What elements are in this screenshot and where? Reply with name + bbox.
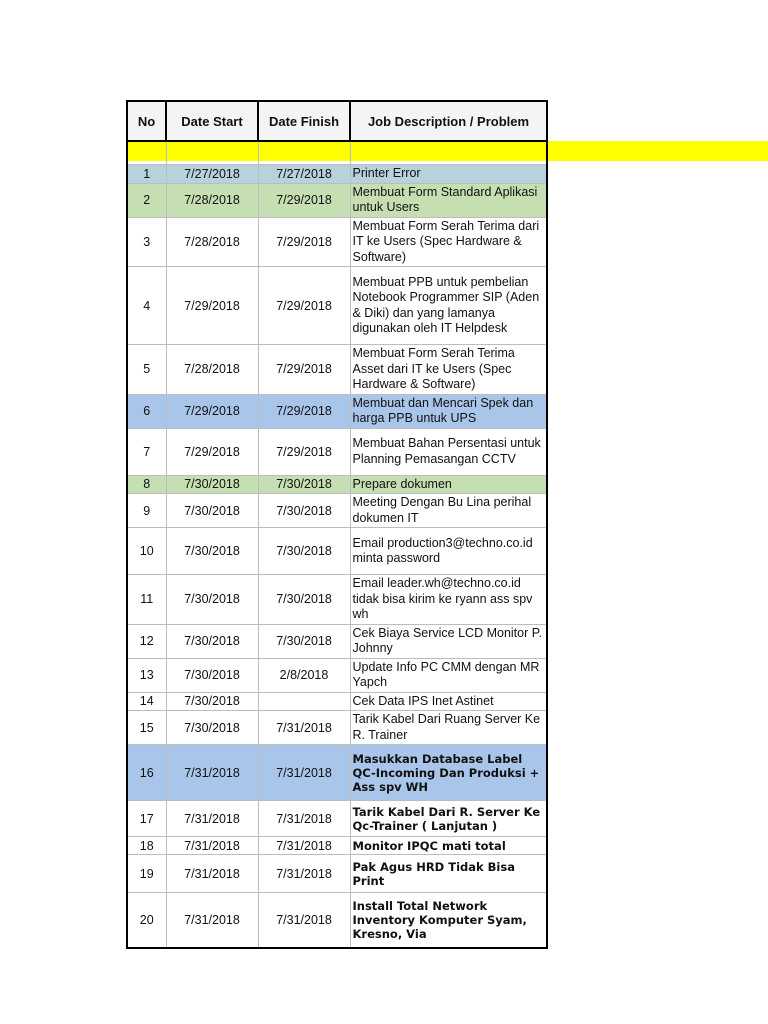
cell-no: 15 <box>127 711 166 745</box>
cell-description: Printer Error <box>350 165 547 184</box>
cell-description: Email production3@techno.co.id minta password <box>350 528 547 575</box>
table-row <box>127 624 547 658</box>
table-row <box>127 494 547 528</box>
cell-date-start: 7/30/2018 <box>166 658 258 692</box>
spacer-cell <box>258 141 350 165</box>
cell-date-finish: 7/29/2018 <box>258 394 350 428</box>
cell-date-finish: 7/29/2018 <box>258 183 350 217</box>
cell-description: Cek Data IPS Inet Astinet <box>350 692 547 711</box>
cell-description: Tarik Kabel Dari Ruang Server Ke R. Trainer <box>350 711 547 745</box>
cell-date-finish: 7/31/2018 <box>258 711 350 745</box>
table-row <box>127 528 547 575</box>
cell-date-finish: 7/29/2018 <box>258 345 350 395</box>
cell-description: Membuat Form Serah Terima dari IT ke Users (Spec Hardware & Software) <box>350 217 547 267</box>
cell-date-finish: 7/30/2018 <box>258 575 350 625</box>
table-row <box>127 165 547 184</box>
cell-date-start: 7/31/2018 <box>166 855 258 893</box>
cell-description: Install Total Network Inventory Komputer Syam, Kresno, Via <box>350 893 547 948</box>
table-row <box>127 267 547 345</box>
cell-date-start: 7/31/2018 <box>166 745 258 801</box>
cell-date-start: 7/30/2018 <box>166 475 258 494</box>
cell-no: 4 <box>127 267 166 345</box>
cell-description: Membuat dan Mencari Spek dan harga PPB untuk UPS <box>350 394 547 428</box>
cell-date-finish: 7/30/2018 <box>258 528 350 575</box>
cell-description: Email leader.wh@techno.co.id tidak bisa kirim ke ryann ass spv wh <box>350 575 547 625</box>
cell-date-finish: 7/29/2018 <box>258 267 350 345</box>
spacer-cell <box>127 141 166 165</box>
spacer-cell <box>166 141 258 165</box>
table-row <box>127 658 547 692</box>
cell-date-finish: 7/31/2018 <box>258 745 350 801</box>
cell-date-start: 7/30/2018 <box>166 494 258 528</box>
cell-description: Prepare dokumen <box>350 475 547 494</box>
table-row <box>127 893 547 948</box>
cell-date-start: 7/29/2018 <box>166 394 258 428</box>
cell-description: Cek Biaya Service LCD Monitor P. Johnny <box>350 624 547 658</box>
cell-date-finish: 7/30/2018 <box>258 494 350 528</box>
cell-date-finish: 7/31/2018 <box>258 801 350 837</box>
cell-date-finish: 7/31/2018 <box>258 855 350 893</box>
cell-no: 13 <box>127 658 166 692</box>
header-no: No <box>127 101 166 141</box>
cell-no: 11 <box>127 575 166 625</box>
table-row <box>127 475 547 494</box>
header-row <box>127 101 547 141</box>
cell-description: Masukkan Database Label QC-Incoming Dan Produksi + Ass spv WH <box>350 745 547 801</box>
table-row <box>127 217 547 267</box>
header-job-description: Job Description / Problem <box>350 101 547 141</box>
cell-description: Membuat Form Standard Aplikasi untuk Users <box>350 183 547 217</box>
cell-no: 20 <box>127 893 166 948</box>
cell-date-finish <box>258 692 350 711</box>
cell-date-start: 7/29/2018 <box>166 428 258 475</box>
cell-date-start: 7/30/2018 <box>166 624 258 658</box>
cell-no: 6 <box>127 394 166 428</box>
cell-no: 3 <box>127 217 166 267</box>
cell-no: 18 <box>127 837 166 855</box>
cell-date-start: 7/30/2018 <box>166 692 258 711</box>
table-row <box>127 855 547 893</box>
cell-date-start: 7/28/2018 <box>166 183 258 217</box>
job-log-table <box>126 100 548 949</box>
cell-date-start: 7/30/2018 <box>166 575 258 625</box>
cell-no: 7 <box>127 428 166 475</box>
cell-date-finish: 7/30/2018 <box>258 624 350 658</box>
header-date-finish: Date Finish <box>258 101 350 141</box>
cell-description: Meeting Dengan Bu Lina perihal dokumen IT <box>350 494 547 528</box>
cell-no: 16 <box>127 745 166 801</box>
cell-date-start: 7/29/2018 <box>166 267 258 345</box>
cell-description: Membuat PPB untuk pembelian Notebook Programmer SIP (Aden & Diki) dan yang lamanya digunakan oleh IT Helpdesk <box>350 267 547 345</box>
cell-date-start: 7/31/2018 <box>166 893 258 948</box>
cell-date-start: 7/31/2018 <box>166 801 258 837</box>
cell-no: 10 <box>127 528 166 575</box>
cell-date-finish: 7/29/2018 <box>258 217 350 267</box>
cell-no: 9 <box>127 494 166 528</box>
table-row <box>127 345 547 395</box>
table-row <box>127 711 547 745</box>
cell-date-finish: 2/8/2018 <box>258 658 350 692</box>
cell-date-start: 7/28/2018 <box>166 345 258 395</box>
cell-description: Membuat Form Serah Terima Asset dari IT ke Users (Spec Hardware & Software) <box>350 345 547 395</box>
cell-date-finish: 7/30/2018 <box>258 475 350 494</box>
cell-no: 12 <box>127 624 166 658</box>
cell-date-finish: 7/31/2018 <box>258 837 350 855</box>
cell-description: Monitor IPQC mati total <box>350 837 547 855</box>
table-row <box>127 394 547 428</box>
cell-no: 8 <box>127 475 166 494</box>
cell-date-start: 7/31/2018 <box>166 837 258 855</box>
cell-date-start: 7/30/2018 <box>166 528 258 575</box>
table-row <box>127 801 547 837</box>
table-row <box>127 428 547 475</box>
job-log-sheet <box>126 100 546 949</box>
cell-date-finish: 7/31/2018 <box>258 893 350 948</box>
cell-no: 5 <box>127 345 166 395</box>
cell-date-start: 7/28/2018 <box>166 217 258 267</box>
cell-description: Update Info PC CMM dengan MR Yapch <box>350 658 547 692</box>
cell-no: 19 <box>127 855 166 893</box>
cell-no: 14 <box>127 692 166 711</box>
cell-description: Tarik Kabel Dari R. Server Ke Qc-Trainer ( Lanjutan ) <box>350 801 547 837</box>
spacer-row <box>127 141 547 165</box>
cell-date-finish: 7/27/2018 <box>258 165 350 184</box>
cell-description: Pak Agus HRD Tidak Bisa Print <box>350 855 547 893</box>
cell-no: 2 <box>127 183 166 217</box>
table-row <box>127 692 547 711</box>
cell-no: 17 <box>127 801 166 837</box>
cell-date-finish: 7/29/2018 <box>258 428 350 475</box>
cell-date-start: 7/30/2018 <box>166 711 258 745</box>
cell-no: 1 <box>127 165 166 184</box>
cell-description: Membuat Bahan Persentasi untuk Planning Pemasangan CCTV <box>350 428 547 475</box>
header-date-start: Date Start <box>166 101 258 141</box>
cell-date-start: 7/27/2018 <box>166 165 258 184</box>
spacer-cell <box>350 141 547 165</box>
table-row <box>127 745 547 801</box>
table-row <box>127 183 547 217</box>
table-row <box>127 837 547 855</box>
table-row <box>127 575 547 625</box>
